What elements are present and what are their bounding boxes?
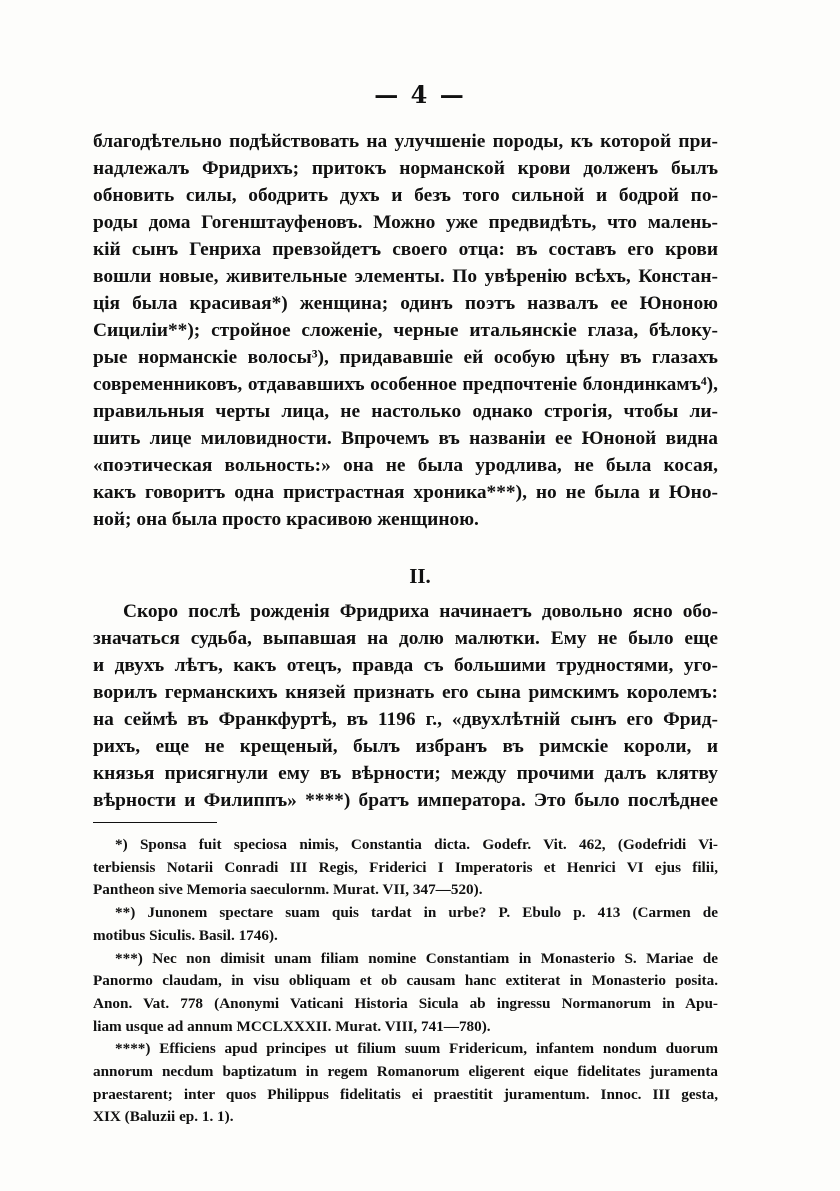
text-line: правильныя черты лица, не настолько однако строгія, чтобы ли- <box>93 401 718 422</box>
text-line: ворилъ германскихъ князей признать его сына римскимъ королемъ: <box>93 682 718 703</box>
text-line: рые норманскіе волосы³), придававшіе ей особую цѣну въ глазахъ <box>93 347 718 368</box>
footnotes <box>93 834 718 1129</box>
text-line: вѣрности и Филиппъ» ****) братъ императора. Это было послѣднее <box>93 790 718 811</box>
text-line: шить лице миловидности. Впрочемъ въ названіи ее Юноной видна <box>93 428 718 449</box>
text-line: Скоро послѣ рожденія Фридриха начинаетъ довольно ясно обо- <box>123 601 718 622</box>
footnote-line: annorum necdum baptizatum in regem Romanorum eligerent eique fidelitates juramenta <box>93 1063 718 1081</box>
page-number: — 4 — <box>374 80 466 109</box>
text-line: благодѣтельно подѣйствовать на улучшеніе породы, къ которой при- <box>93 131 718 152</box>
footnote-line: Pantheon sive Memoria saeculornm. Murat. VII, 347—520). <box>93 881 483 899</box>
footnote <box>93 1038 718 1129</box>
text-line: «поэтическая вольность:» она не была уродлива, не была косая, <box>93 455 718 476</box>
footnote-line: liam usque ad annum MCCLXXXII. Murat. VIII, 741—780). <box>93 1017 491 1035</box>
footnote <box>93 902 718 947</box>
text-line: какъ говоритъ одна пристрастная хроника***), но не была и Юно- <box>93 482 718 503</box>
paragraph-1 <box>93 128 718 533</box>
footnote-line: Panormo claudam, in visu obliquam et ob causam hanc extiterat in Monasterio posita. <box>93 972 718 990</box>
text-line: вошли новые, живительные элементы. По увѣренію всѣхъ, Констан- <box>93 266 718 287</box>
paragraph-2 <box>93 598 718 814</box>
footnote-line: praestarent; inter quos Philippus fidelitatis ei praestitit juramentum. Innoc. III gesta, <box>93 1085 718 1103</box>
text-line: надлежалъ Фридрихъ; притокъ норманской крови долженъ былъ <box>93 158 718 179</box>
text-line: и двухъ лѣтъ, какъ отецъ, правда съ большими трудностями, уго- <box>93 655 718 676</box>
section-heading: II. <box>409 564 431 588</box>
text-line: современниковъ, отдававшихъ особенное предпочтеніе блондинкамъ⁴), <box>93 374 718 395</box>
text-line: ной; она была просто красивою женщиною. <box>93 509 479 530</box>
text-line: роды дома Гогенштауфеновъ. Можно уже предвидѣть, что малень- <box>93 212 718 233</box>
text-line: Сициліи**); стройное сложеніе, черные итальянскіе глаза, бѣлоку- <box>93 320 718 341</box>
footnote <box>93 834 718 902</box>
footnote-line: **) Junonem spectare suam quis tardat in urbe? P. Ebulo p. 413 (Carmen de <box>115 904 718 922</box>
footnote-line: ****) Efficiens apud principes ut filium suum Fridericum, infantem nondum duorum <box>115 1040 718 1058</box>
text-line: на сеймѣ въ Франкфуртѣ, въ 1196 г., «двухлѣтній сынъ его Фрид- <box>93 709 718 730</box>
text-line: князья присягнули ему въ вѣрности; между прочими далъ клятву <box>93 763 718 784</box>
text-line: значаться судьба, выпавшая на долю малютки. Ему не было еще <box>93 628 718 649</box>
text-line: обновить силы, ободрить духъ и безъ того сильной и бодрой по- <box>93 185 718 206</box>
footnote-line: Anon. Vat. 778 (Anonymi Vaticani Historia Sicula ab ingressu Normanorum in Apu- <box>93 994 718 1012</box>
footnote-line: motibus Siculis. Basil. 1746). <box>93 926 278 944</box>
footnote <box>93 948 718 1039</box>
footnote-line: ***) Nec non dimisit unam filiam nomine Constantiam in Monasterio S. Mariae de <box>115 949 718 967</box>
text-line: кій сынъ Генриха превзойдетъ своего отца: въ составъ его крови <box>93 239 718 260</box>
footnote-line: *) Sponsa fuit speciosa nimis, Constantia dicta. Godefr. Vit. 462, (Godefridi Vi- <box>115 836 718 853</box>
text-line: ція была красивая*) женщина; одинъ поэтъ назвалъ ее Юноною <box>93 293 718 314</box>
text-line: рихъ, еще не крещеный, былъ избранъ въ римскіе короли, и <box>93 736 718 757</box>
footnote-line: terbiensis Notarii Conradi III Regis, Friderici I Imperatoris et Henrici VI ejus filii, <box>93 858 718 876</box>
footnote-divider <box>93 822 217 823</box>
footnote-line: XIX (Baluzii ep. 1. 1). <box>93 1108 234 1126</box>
